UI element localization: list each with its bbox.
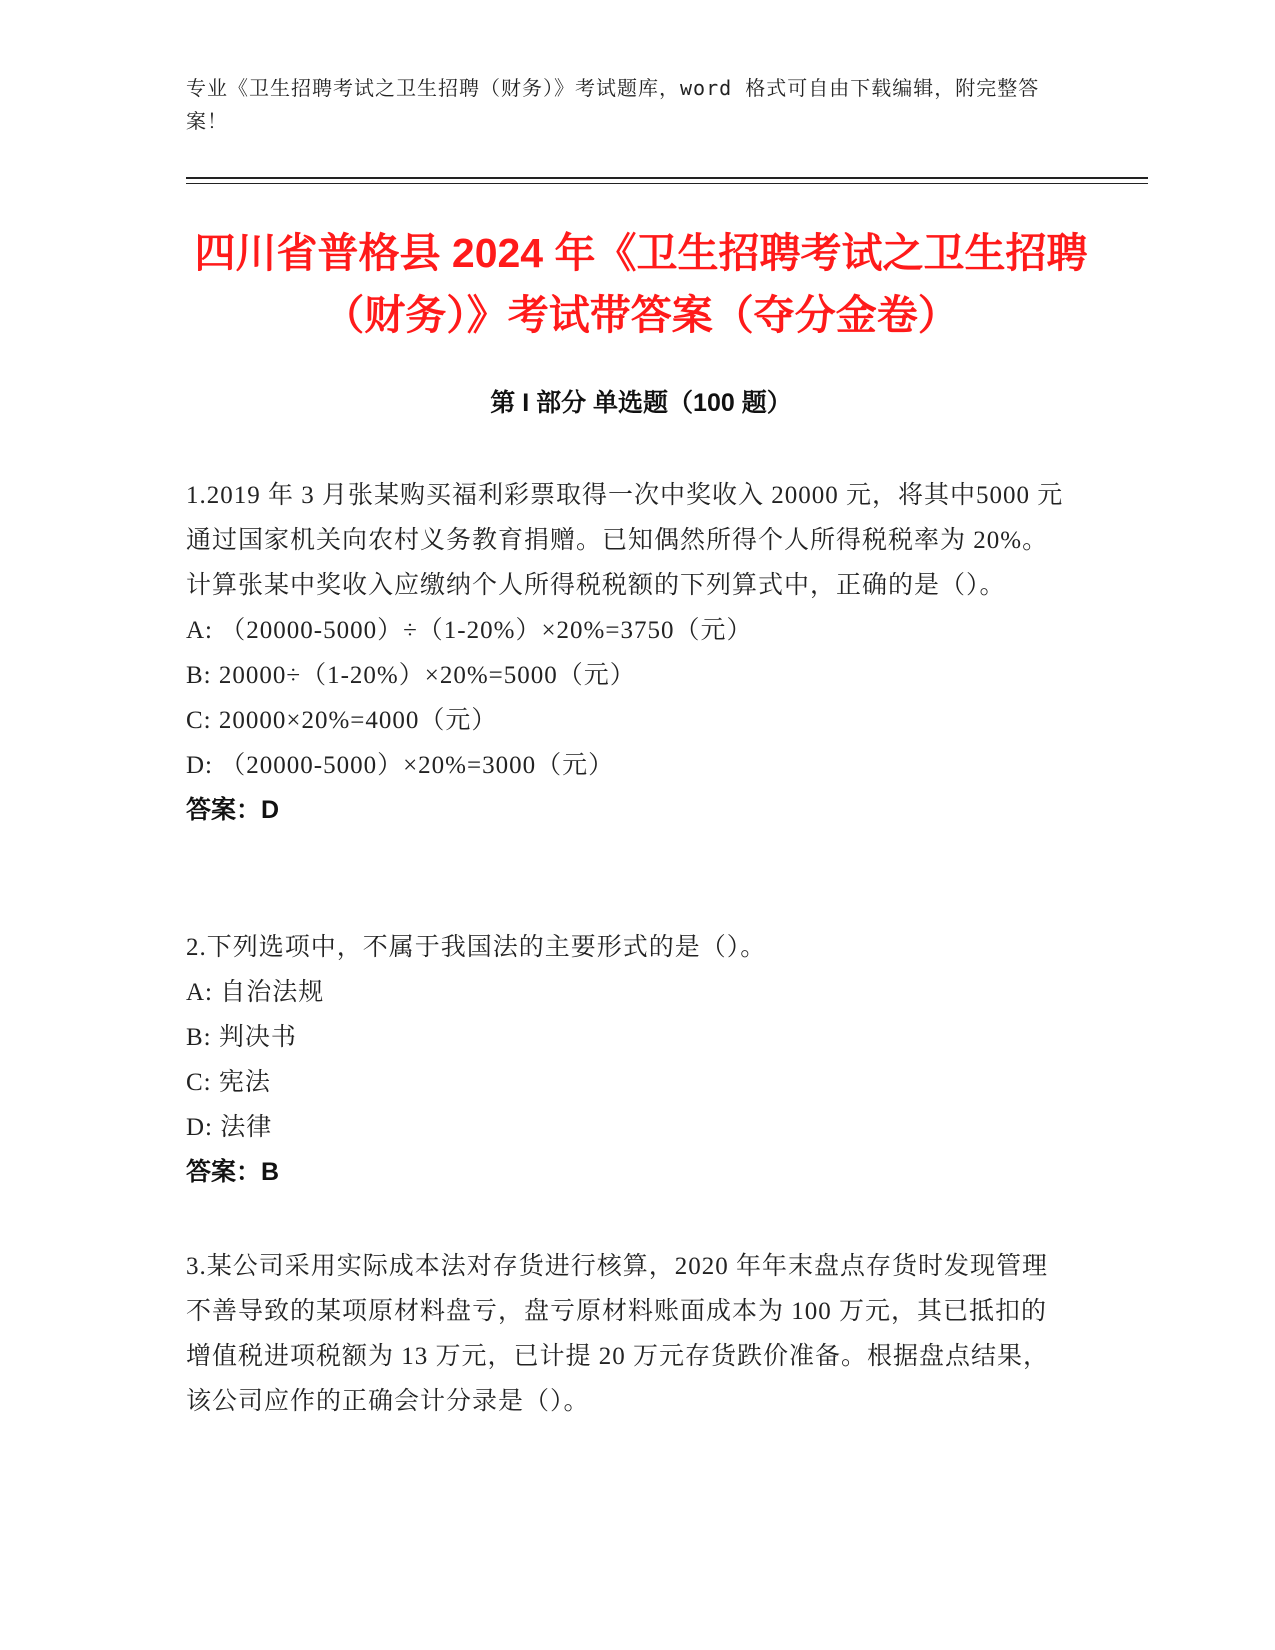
option-c: C: 宪法 <box>186 1069 271 1096</box>
option-d: D: （20000-5000）×20%=3000（元） <box>186 752 615 779</box>
option-d: D: 法律 <box>186 1114 273 1141</box>
option-a: A: 自治法规 <box>186 979 325 1006</box>
header-rule-thick <box>186 177 1148 179</box>
answer: 答案：D <box>186 796 280 824</box>
question-text: 1.2019 年 3 月张某购买福利彩票取得一次中奖收入 20000 元，将其中5000 元通过国家机关向农村义务教育捐赠。已知偶然所得个人所得税税率为 20%。计算张某中奖收入应缴纳个人所得税税额的下列算式中，正确的是（）。 <box>186 482 1064 599</box>
header-rule-thin <box>186 183 1148 184</box>
question-2 <box>186 925 1066 1195</box>
question-text: 2.下列选项中，不属于我国法的主要形式的是（）。 <box>186 934 767 961</box>
option-b: B: 20000÷（1-20%）×20%=5000（元） <box>186 662 636 689</box>
question-1 <box>186 473 1066 833</box>
header-note: 专业《卫生招聘考试之卫生招聘（财务）》考试题库，word 格式可自由下载编辑，附完整答案！ <box>186 76 1040 133</box>
section-title: 第 I 部分 单选题（100 题） <box>490 389 792 417</box>
option-b: B: 判决书 <box>186 1024 297 1051</box>
option-c: C: 20000×20%=4000（元） <box>186 707 498 734</box>
option-a: A: （20000-5000）÷（1-20%）×20%=3750（元） <box>186 617 753 644</box>
question-text: 3.某公司采用实际成本法对存货进行核算，2020 年年末盘点存货时发现管理不善导致的某项原材料盘亏，盘亏原材料账面成本为 100 万元，其已抵扣的增值税进项税额为 13 万元，已计提 20 万元存货跌价准备。根据盘点结果，该公司应作的正确会计分录是（）。 <box>186 1253 1050 1415</box>
answer: 答案：B <box>186 1158 280 1186</box>
document-title: 四川省普格县 2024 年《卫生招聘考试之卫生招聘（财务）》考试带答案（夺分金卷） <box>194 230 1088 338</box>
question-3 <box>186 1244 1066 1424</box>
